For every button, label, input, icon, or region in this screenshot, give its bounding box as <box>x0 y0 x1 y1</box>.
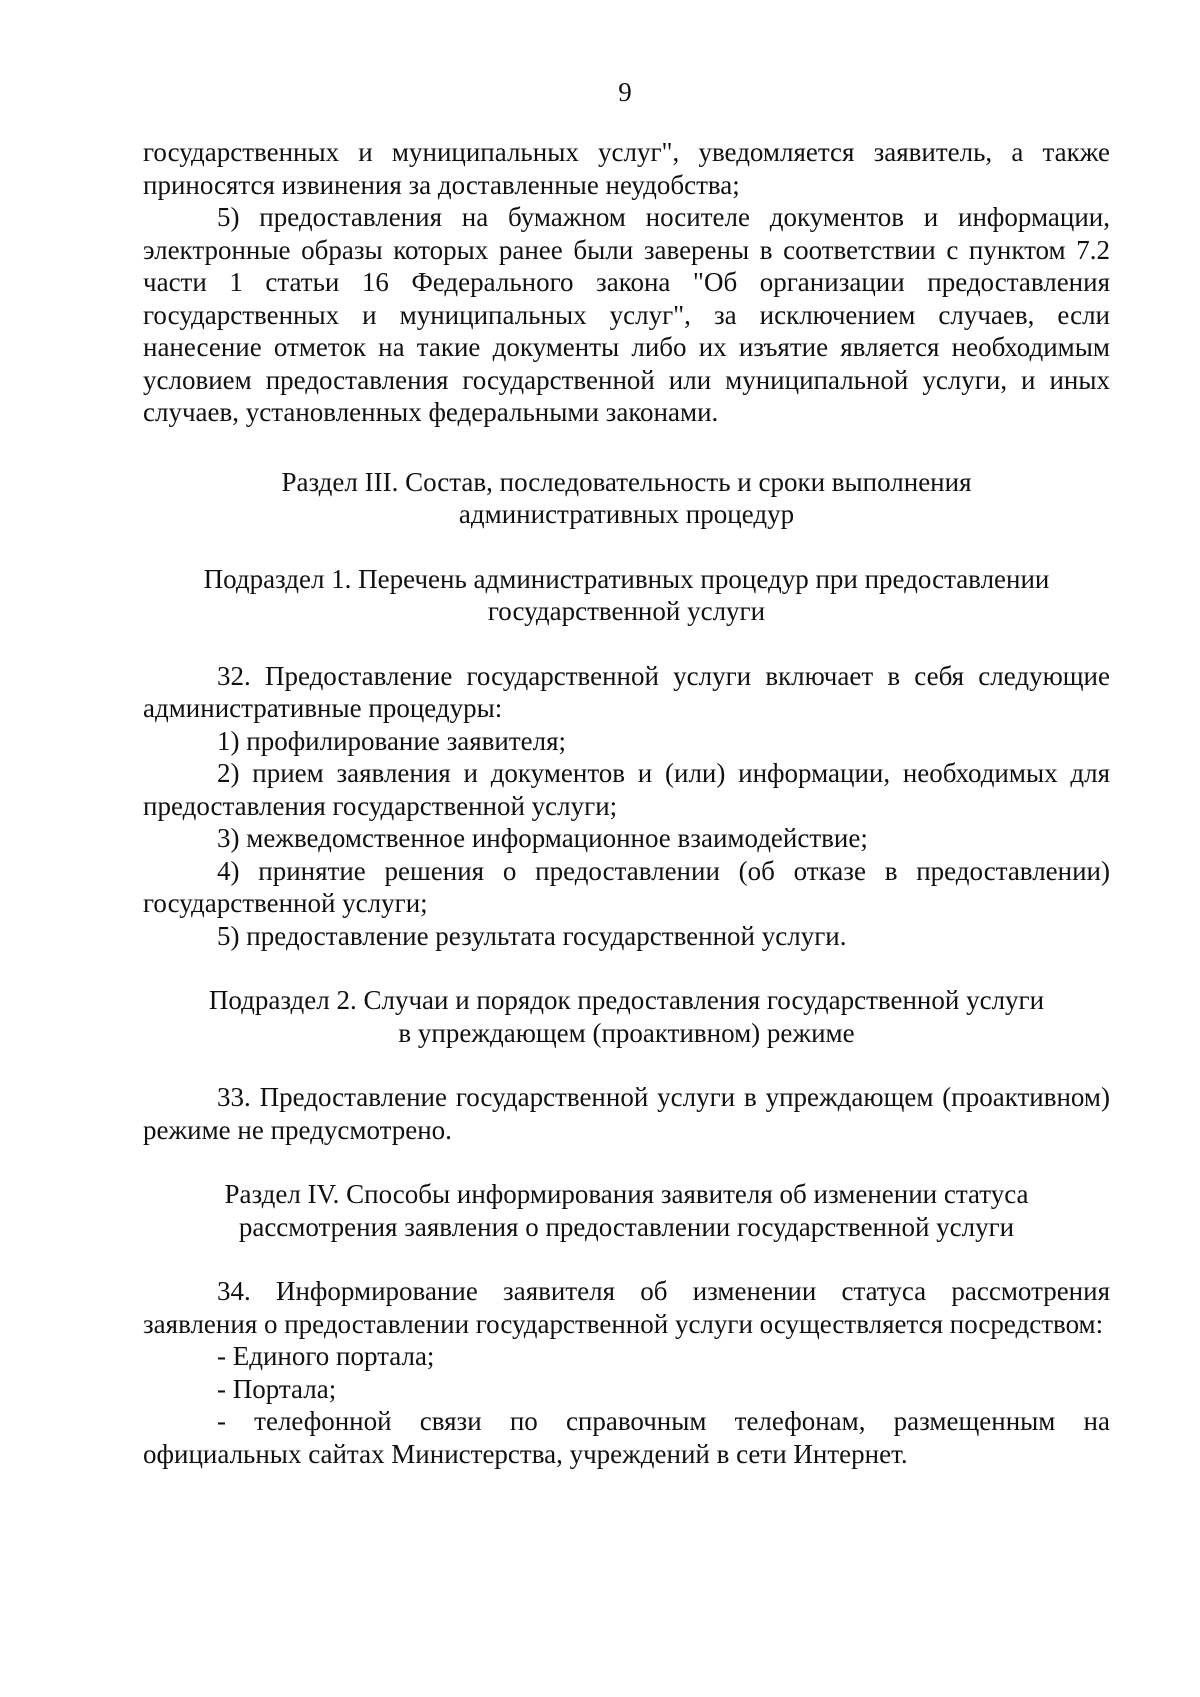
spacer <box>143 628 1110 660</box>
list-item: 1) профилирование заявителя; <box>217 725 567 756</box>
spacer <box>143 1243 1110 1275</box>
paragraph-33: 33. Предоставление государственной услуги в упреждающем (проактивном) режиме не предусмотрено. <box>143 1082 1110 1145</box>
paragraph-item-5: 5) предоставления на бумажном носителе документов и информации, электронные образы которых ранее были заверены в соответствии с пунктом 7.2 части 1 статьи 16 Федерального закона "Об организации предоставления государственных и муниципальных услуг", за исключением случаев, если нанесение отметок на такие документы либо их изъятие является необходимым условием предоставления государственной или муниципальной услуги, и иных случаев, установленных федеральными законами. <box>143 202 1110 427</box>
spacer <box>143 1146 1110 1178</box>
paragraph-continuation: государственных и муниципальных услуг", уведомляется заявитель, а также приносятся извинения за доставленные неудобства; <box>143 137 1110 200</box>
list-item: 5) предоставление результата государственной услуги. <box>217 920 847 951</box>
subsection-1-title-line-2: государственной услуги <box>487 596 766 626</box>
list-item: - Единого портала; <box>217 1341 435 1371</box>
subsection-1-title-line-1: Подраздел 1. Перечень административных процедур при предоставлении <box>203 563 1050 594</box>
section-4-title-line-1: Раздел IV. Способы информирования заявителя об изменении статуса <box>224 1179 1029 1209</box>
list-item: 2) прием заявления и документов и (или) информации, необходимых для предоставления государственной услуги; <box>143 758 1110 821</box>
subsection-2-title-line-2: в упреждающем (проактивном) режиме <box>398 1017 855 1048</box>
document-body <box>143 136 1110 1470</box>
list-item: - телефонной связи по справочным телефонам, размещенным на официальных сайтах Министерства, учреждений в сети Интернет. <box>143 1406 1110 1469</box>
spacer <box>143 429 1110 466</box>
list-item: 4) принятие решения о предоставлении (об отказе в предоставлении) государственной услуги; <box>143 855 1110 918</box>
spacer <box>143 531 1110 563</box>
page-number: 9 <box>618 77 632 107</box>
paragraph-34: 34. Информирование заявителя об изменении статуса рассмотрения заявления о предоставлении государственной услуги осуществляется посредством: <box>143 1276 1110 1339</box>
list-item: - Портала; <box>217 1373 337 1404</box>
spacer <box>143 1049 1110 1081</box>
section-4-title-line-2: рассмотрения заявления о предоставлении государственной услуги <box>238 1211 1015 1242</box>
list-item: 3) межведомственное информационное взаимодействие; <box>217 823 868 853</box>
paragraph-32: 32. Предоставление государственной услуги включает в себя следующие административные процедуры: <box>143 660 1110 723</box>
section-3-title-line-1: Раздел III. Состав, последовательность и сроки выполнения <box>281 466 972 497</box>
spacer <box>143 952 1110 984</box>
section-3-title-line-2: административных процедур <box>458 499 795 529</box>
subsection-2-title-line-1: Подраздел 2. Случаи и порядок предоставления государственной услуги <box>208 985 1045 1015</box>
